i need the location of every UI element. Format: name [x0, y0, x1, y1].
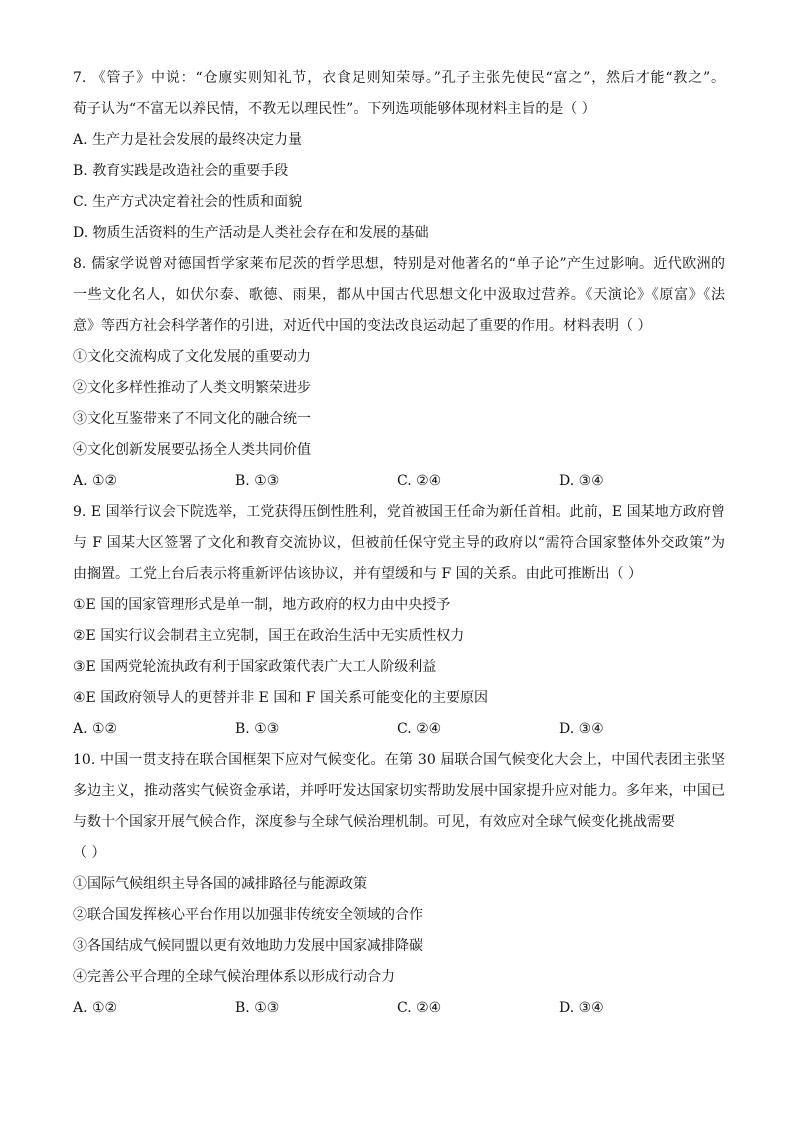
- question-7-option-b: B. 教育实践是改造社会的重要手段: [73, 163, 289, 179]
- question-9-statement-4: ④E 国政府领导人的更替并非 E 国和 F 国关系可能变化的主要原因: [73, 690, 488, 706]
- question-8-stem-line-1: 8. 儒家学说曾对德国哲学家莱布尼茨的哲学思想，特别是对他著名的“单子论”产生过影响。近代欧洲的: [73, 256, 725, 272]
- question-8-statement-4: ④文化创新发展要弘扬全人类共同价值: [73, 442, 311, 458]
- question-7-stem-line-2: 荀子认为“不富无以养民情，不教无以理民性”。下列选项能够体现材料主旨的是（ ）: [73, 101, 596, 117]
- question-9-option-c: C. ②④: [397, 721, 442, 737]
- question-9-option-d: D. ③④: [559, 721, 604, 737]
- question-10-stem-line-1: 10. 中国一贯支持在联合国框架下应对气候变化。在第 30 届联合国气候变化大会上，中国代表团主张坚: [73, 752, 725, 768]
- question-10: [73, 745, 725, 1024]
- question-9: [73, 497, 725, 745]
- question-9-statement-2: ②E 国实行议会制君主立宪制，国王在政治生活中无实质性权力: [73, 628, 465, 644]
- question-10-statement-1: ①国际气候组织主导各国的减排路径与能源政策: [73, 876, 367, 892]
- question-9-stem-line-3: 由搁置。工党上台后表示将重新评估该协议，并有望缓和与 F 国的关系。由此可推断出（ ）: [73, 566, 643, 582]
- question-10-option-c: C. ②④: [397, 1000, 442, 1016]
- question-10-statement-4: ④完善公平合理的全球气候治理体系以形成行动合力: [73, 969, 395, 985]
- question-7: [73, 63, 725, 249]
- question-10-statement-3: ③各国结成气候同盟以更有效地助力发展中国家减排降碳: [73, 938, 423, 954]
- question-9-statement-1: ①E 国的国家管理形式是单一制，地方政府的权力由中央授予: [73, 597, 451, 613]
- question-8-option-c: C. ②④: [397, 473, 442, 489]
- question-9-option-b: B. ①③: [235, 721, 280, 737]
- question-10-option-a: A. ①②: [73, 1000, 118, 1016]
- question-9-stem-line-1: 9. E 国举行议会下院选举，工党获得压倒性胜利，党首被国王任命为新任首相。此前，E 国某地方政府曾: [73, 504, 725, 520]
- question-8: [73, 249, 725, 497]
- question-9-stem-line-2: 与 F 国某大区签署了文化和教育交流协议，但被前任保守党主导的政府以“需符合国家整体外交政策”为: [73, 535, 725, 551]
- question-8-option-a: A. ①②: [73, 473, 118, 489]
- question-10-stem-line-3: 与数十个国家开展气候合作，深度参与全球气候治理机制。可见，有效应对全球气候变化挑战需要: [73, 814, 675, 830]
- question-9-options: [73, 714, 725, 745]
- question-8-option-d: D. ③④: [559, 473, 604, 489]
- question-10-option-b: B. ①③: [235, 1000, 280, 1016]
- question-8-stem-line-3: 意》等西方社会科学著作的引进，对近代中国的变法改良运动起了重要的作用。材料表明（ ）: [73, 318, 652, 334]
- question-7-option-c: C. 生产方式决定着社会的性质和面貌: [73, 194, 303, 210]
- question-8-option-b: B. ①③: [235, 473, 280, 489]
- question-9-option-a: A. ①②: [73, 721, 118, 737]
- question-7-option-a: A. 生产力是社会发展的最终决定力量: [73, 132, 303, 148]
- question-10-options: [73, 993, 725, 1024]
- question-10-stem-line-4: （ ）: [73, 845, 106, 861]
- question-8-options: [73, 466, 725, 497]
- question-10-stem-line-2: 多边主义，推动落实气候资金承诺，并呼吁发达国家切实帮助发展中国家提升应对能力。多年来，中国已: [73, 783, 725, 799]
- question-8-stem-line-2: 一些文化名人，如伏尔泰、歌德、雨果，都从中国古代思想文化中汲取过营养。《天演论》《原富》《法: [73, 287, 725, 303]
- question-8-statement-1: ①文化交流构成了文化发展的重要动力: [73, 349, 311, 365]
- question-7-stem-line-1: 7. 《管子》中说：“仓廪实则知礼节，衣食足则知荣辱。”孔子主张先使民“富之”，然后才能“教之”。: [73, 70, 725, 86]
- exam-page: [73, 63, 725, 1024]
- question-10-statement-2: ②联合国发挥核心平台作用以加强非传统安全领域的合作: [73, 907, 423, 923]
- question-8-statement-2: ②文化多样性推动了人类文明繁荣进步: [73, 380, 311, 396]
- question-8-statement-3: ③文化互鉴带来了不同文化的融合统一: [73, 411, 311, 427]
- question-7-option-d: D. 物质生活资料的生产活动是人类社会存在和发展的基础: [73, 225, 429, 241]
- question-9-statement-3: ③E 国两党轮流执政有利于国家政策代表广大工人阶级利益: [73, 659, 437, 675]
- question-10-option-d: D. ③④: [559, 1000, 604, 1016]
